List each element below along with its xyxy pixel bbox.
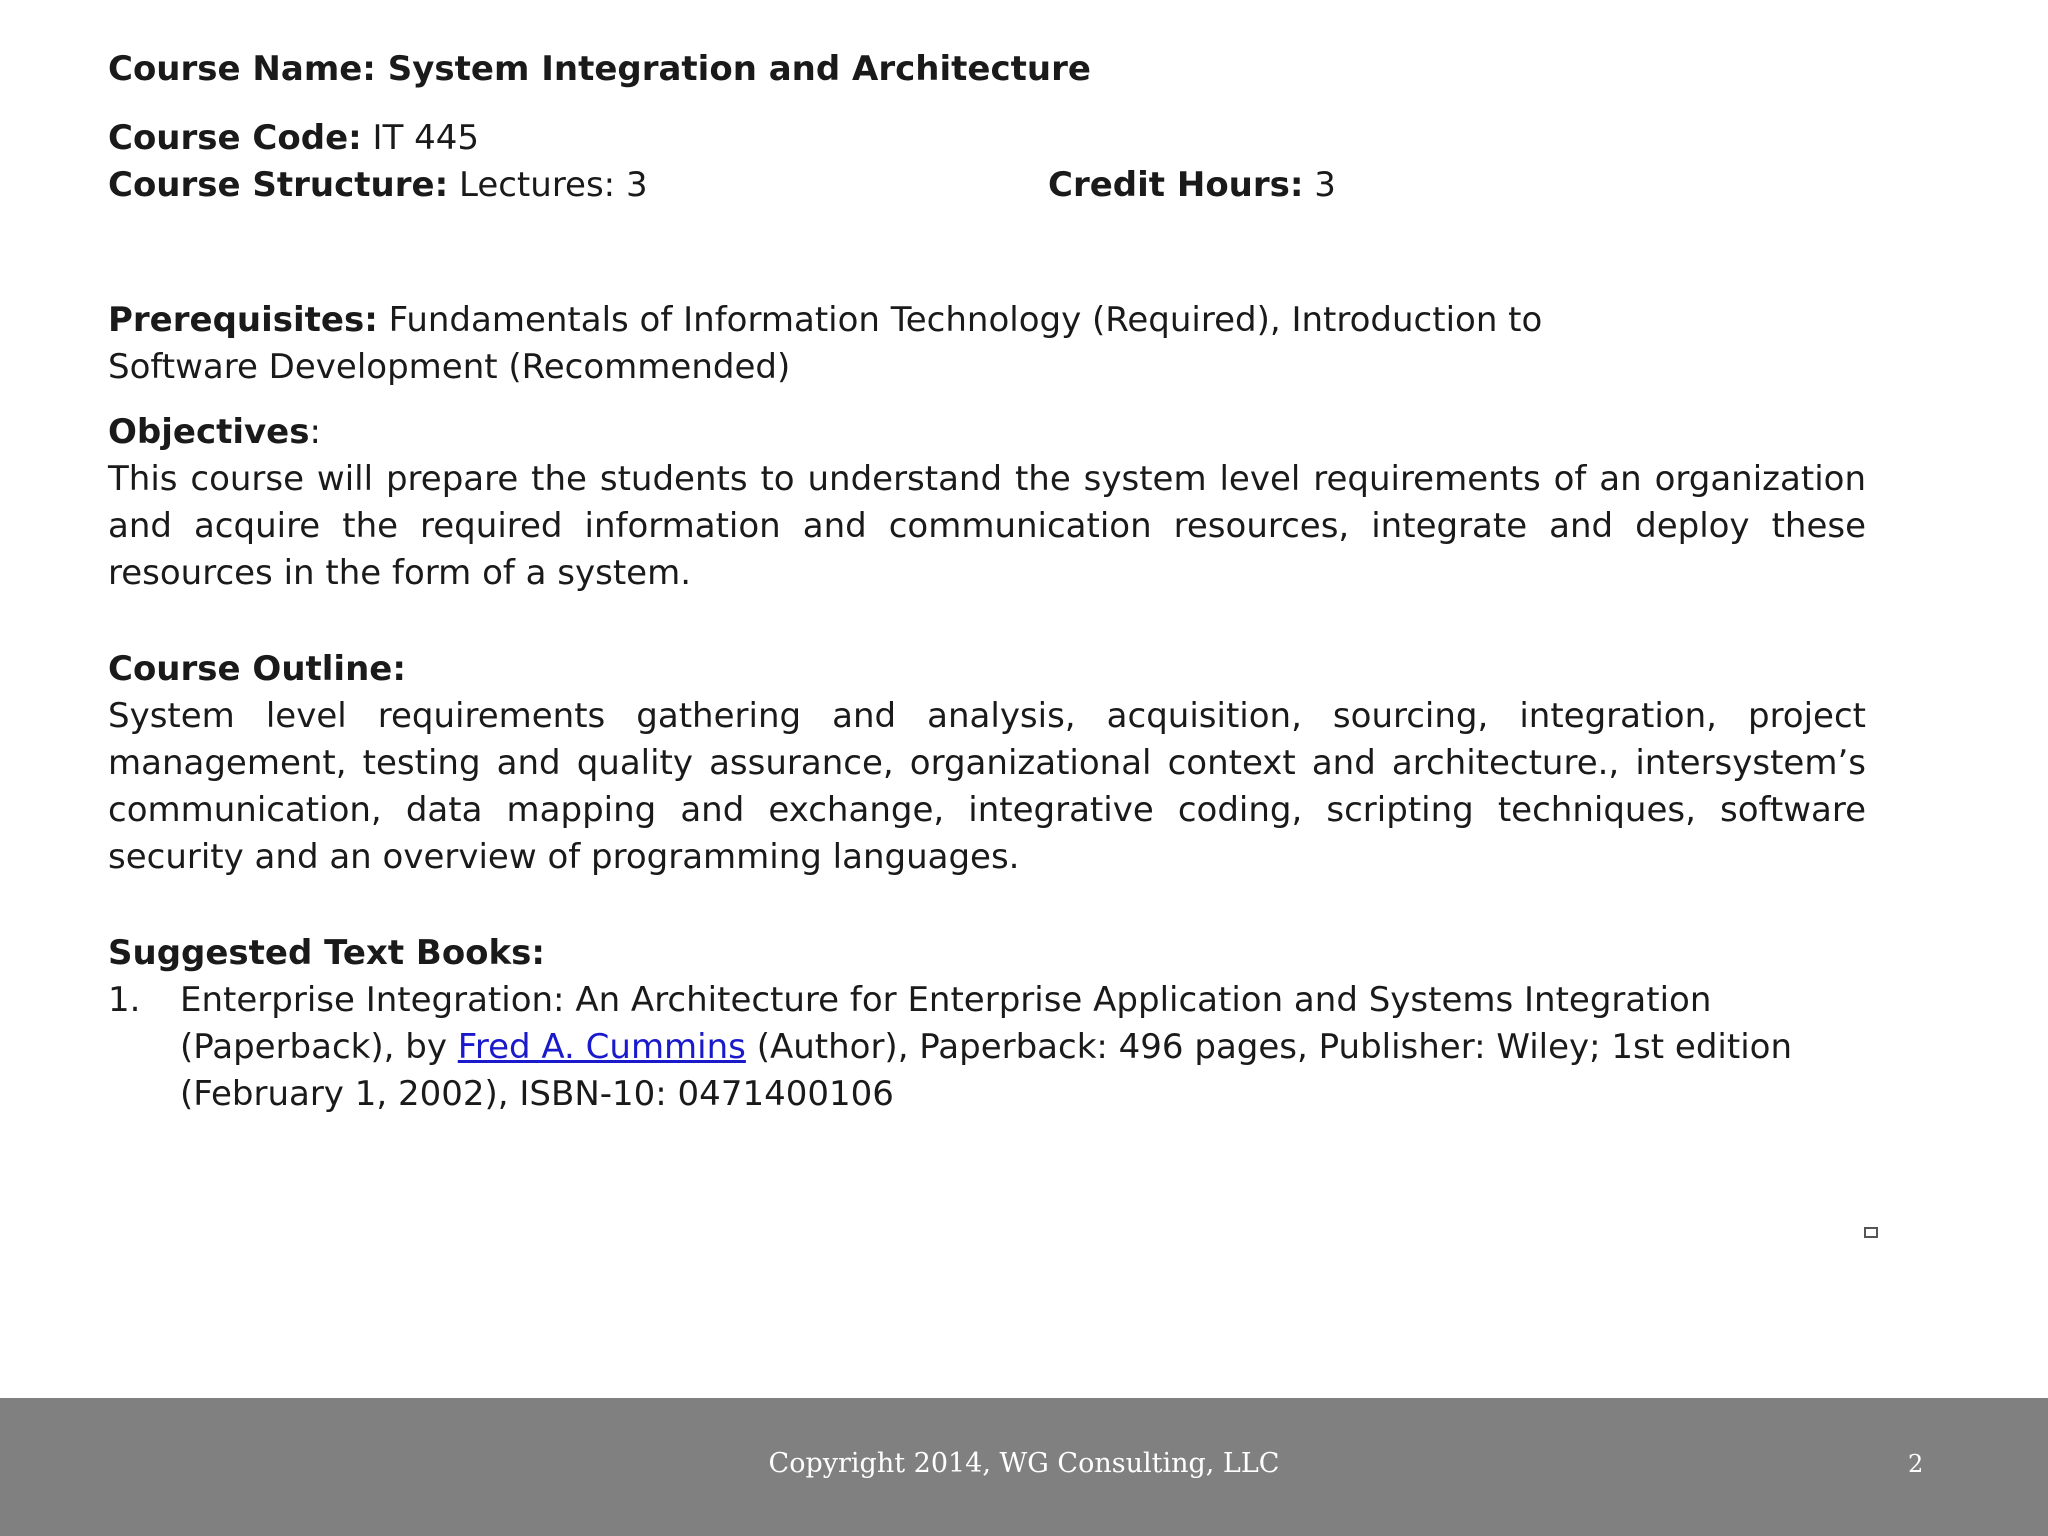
textbook-item xyxy=(108,977,1840,1118)
prerequisites-section xyxy=(108,297,1866,391)
course-outline-label: Course Outline: xyxy=(108,649,406,689)
prerequisites-line-1 xyxy=(108,297,1866,344)
course-name-label: Course Name: xyxy=(108,49,376,89)
author-link[interactable]: Fred A. Cummins xyxy=(457,1027,746,1067)
credit-hours-label: Credit Hours: xyxy=(1048,165,1304,205)
course-structure-label: Course Structure: xyxy=(108,165,449,205)
objectives-section xyxy=(108,409,1866,597)
textbook-item-text: Enterprise Integration: An Architecture for Enterprise Application and Systems Integration (Paperback), by xyxy=(180,980,1712,1067)
course-code-value: IT 445 xyxy=(361,118,480,158)
course-name-value: System Integration and Architecture xyxy=(375,49,1091,89)
objectives-colon: : xyxy=(309,412,321,452)
objectives-heading xyxy=(108,409,1866,456)
course-structure-line xyxy=(108,162,1866,209)
small-square-icon xyxy=(1864,1227,1878,1238)
slide-footer xyxy=(0,1398,2048,1536)
course-name-line xyxy=(108,46,1866,93)
prerequisites-label: Prerequisites: xyxy=(108,300,378,340)
objectives-label: Objectives xyxy=(108,412,310,452)
course-description xyxy=(108,44,1866,1118)
prerequisites-text: Fundamentals of Information Technology (Required), Introduction to xyxy=(377,300,1543,340)
course-outline-text: System level requirements gathering and analysis, acquisition, sourcing, integration, project management, testing and quality assurance, organizational context and architecture., intersystem’s communication, data mapping and exchange, integrative coding, scripting techniques, software security and an overview of programming languages. xyxy=(108,696,1866,877)
course-code-label: Course Code: xyxy=(108,118,362,158)
textbooks-label: Suggested Text Books: xyxy=(108,933,545,973)
credit-hours-value: 3 xyxy=(1303,165,1336,205)
credit-hours xyxy=(1048,162,1336,209)
textbook-item-details: (Author), Paperback: 496 pages, Publisher: Wiley; 1st edition (February 1, 2002), ISBN-10: 0471400106 xyxy=(180,1027,1792,1114)
copyright-text: Copyright 2014, WG Consulting, LLC xyxy=(768,1448,1280,1479)
textbooks-section xyxy=(108,930,1866,1118)
course-outline-section xyxy=(108,646,1866,881)
page-number: 2 xyxy=(1908,1450,1924,1478)
objectives-text: This course will prepare the students to understand the system level requirements of an organization and acquire the required information and communication resources, integrate and deploy these resources in the form of a system. xyxy=(108,459,1866,593)
course-code-line xyxy=(108,115,1866,162)
course-structure-value: Lectures: 3 xyxy=(448,165,648,205)
textbook-item-number: 1. xyxy=(108,980,141,1020)
prerequisites-line-2: Software Development (Recommended) xyxy=(108,347,791,387)
